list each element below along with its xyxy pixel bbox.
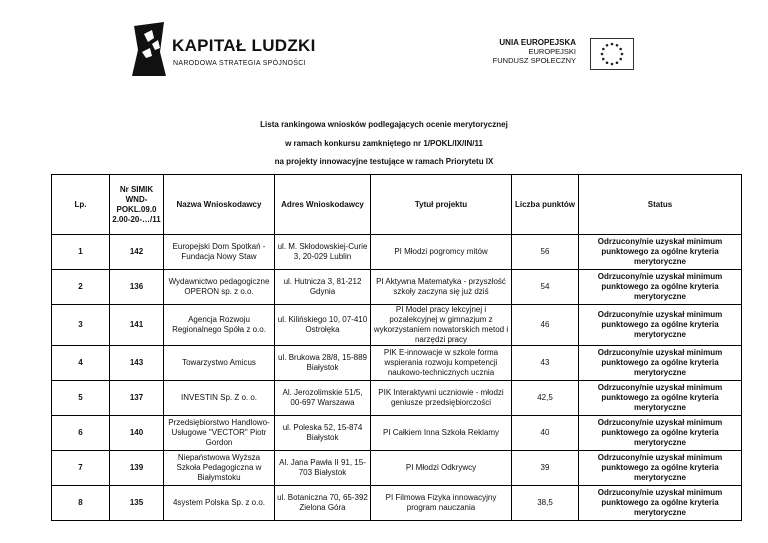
cell-address: ul. Hutnicza 3, 81-212 Gdynia (275, 270, 371, 305)
cell-nr-simik: 142 (110, 235, 164, 270)
col-header-address: Adres Wnioskodawcy (275, 175, 371, 235)
cell-address: ul. Kilińskiego 10, 07-410 Ostrołęka (275, 305, 371, 346)
cell-status: Odrzucony/nie uzyskał minimum punktowego za ogólne kryteria merytoryczne (579, 235, 742, 270)
kapital-ludzki-subtitle: NARODOWA STRATEGIA SPÓJNOŚCI (173, 60, 306, 67)
cell-nr-simik: 141 (110, 305, 164, 346)
cell-name: Towarzystwo Amicus (164, 346, 275, 381)
cell-points: 39 (512, 451, 579, 486)
cell-address: Al. Jana Pawła II 91, 15-703 Białystok (275, 451, 371, 486)
cell-address: ul. M. Skłodowskiej-Curie 3, 20-029 Lublin (275, 235, 371, 270)
cell-nr-simik: 143 (110, 346, 164, 381)
eu-logo-text (493, 38, 576, 65)
cell-lp: 2 (52, 270, 110, 305)
table-row (52, 416, 742, 451)
cell-name: Przedsiębiorstwo Handlowo-Usługowe "VECTOR" Piotr Gordon (164, 416, 275, 451)
table-header-row (52, 175, 742, 235)
cell-address: ul. Botaniczna 70, 65-392 Zielona Góra (275, 486, 371, 521)
table-row (52, 486, 742, 521)
cell-name: Agencja Rozwoju Regionalnego Spóła z o.o. (164, 305, 275, 346)
cell-title: PIK Interaktywni uczniowie - młodzi geniusze przedsiębiorczości (371, 381, 512, 416)
cell-lp: 8 (52, 486, 110, 521)
eu-logo-line2: EUROPEJSKI (528, 47, 576, 56)
eu-logo-line1: UNIA EUROPEJSKA (499, 38, 576, 47)
heading-line-3: na projekty innowacyjne testujące w ramach Priorytetu IX (274, 157, 494, 166)
cell-points: 46 (512, 305, 579, 346)
kapital-ludzki-emblem-icon (130, 22, 168, 78)
cell-status: Odrzucony/nie uzyskał minimum punktowego za ogólne kryteria merytoryczne (579, 416, 742, 451)
cell-lp: 6 (52, 416, 110, 451)
table-row (52, 270, 742, 305)
cell-title: PIK E-innowacje w szkole forma wspierania rozwoju kompetencji naukowo-technicznych ucznia (371, 346, 512, 381)
cell-title: PI Aktywna Matematyka - przyszłość szkoły zaczyna się już dziś (371, 270, 512, 305)
cell-address: Al. Jerozolimskie 51/5, 00-697 Warszawa (275, 381, 371, 416)
cell-address: ul. Brukowa 28/8, 15-889 Białystok (275, 346, 371, 381)
cell-status: Odrzucony/nie uzyskał minimum punktowego za ogólne kryteria merytoryczne (579, 486, 742, 521)
cell-status: Odrzucony/nie uzyskał minimum punktowego za ogólne kryteria merytoryczne (579, 346, 742, 381)
cell-name: Wydawnictwo pedagogiczne OPERON sp. z o.o. (164, 270, 275, 305)
cell-status: Odrzucony/nie uzyskał minimum punktowego za ogólne kryteria merytoryczne (579, 381, 742, 416)
eu-flag-icon (590, 38, 634, 70)
cell-status: Odrzucony/nie uzyskał minimum punktowego za ogólne kryteria merytoryczne (579, 305, 742, 346)
cell-nr-simik: 135 (110, 486, 164, 521)
table-row (52, 451, 742, 486)
cell-lp: 1 (52, 235, 110, 270)
table-row (52, 305, 742, 346)
cell-lp: 3 (52, 305, 110, 346)
cell-title: PI Młodzi pogromcy mitów (371, 235, 512, 270)
cell-points: 40 (512, 416, 579, 451)
cell-name: Niepaństwowa Wyższa Szkoła Pedagogiczna w Białymstoku (164, 451, 275, 486)
cell-title: PI Filmowa Fizyka innowacyjny program nauczania (371, 486, 512, 521)
cell-lp: 7 (52, 451, 110, 486)
eu-logo-line3: FUNDUSZ SPOŁECZNY (492, 56, 576, 65)
cell-title: PI Młodzi Odkrywcy (371, 451, 512, 486)
cell-nr-simik: 140 (110, 416, 164, 451)
cell-name: Europejski Dom Spotkań - Fundacja Nowy Staw (164, 235, 275, 270)
cell-points: 43 (512, 346, 579, 381)
table-row (52, 346, 742, 381)
col-header-name: Nazwa Wnioskodawcy (164, 175, 275, 235)
col-header-points: Liczba punktów (512, 175, 579, 235)
cell-nr-simik: 139 (110, 451, 164, 486)
cell-name: 4system Polska Sp. z o.o. (164, 486, 275, 521)
cell-nr-simik: 136 (110, 270, 164, 305)
heading-line-2: w ramach konkursu zamkniętego nr 1/POKL/IX/IN/11 (285, 139, 483, 148)
cell-lp: 4 (52, 346, 110, 381)
col-header-lp: Lp. (52, 175, 110, 235)
cell-status: Odrzucony/nie uzyskał minimum punktowego za ogólne kryteria merytoryczne (579, 451, 742, 486)
table-row (52, 235, 742, 270)
col-header-title: Tytuł projektu (371, 175, 512, 235)
cell-title: PI Model pracy lekcyjnej i pozalekcyjnej w gimnazjum z wykorzystaniem nowatorskich metod i narzędzi pracy (371, 305, 512, 346)
heading-line-1: Lista rankingowa wniosków podlegających ocenie merytorycznej (260, 120, 508, 129)
cell-points: 42,5 (512, 381, 579, 416)
cell-lp: 5 (52, 381, 110, 416)
col-header-status: Status (579, 175, 742, 235)
kapital-ludzki-logo (130, 22, 330, 78)
table-row (52, 381, 742, 416)
cell-address: ul. Poleska 52, 15-874 Białystok (275, 416, 371, 451)
eu-logo (490, 38, 640, 78)
cell-title: PI Całkiem Inna Szkoła Reklamy (371, 416, 512, 451)
cell-status: Odrzucony/nie uzyskał minimum punktowego za ogólne kryteria merytoryczne (579, 270, 742, 305)
ranking-table (51, 174, 742, 521)
cell-points: 54 (512, 270, 579, 305)
cell-nr-simik: 137 (110, 381, 164, 416)
cell-points: 38,5 (512, 486, 579, 521)
cell-points: 56 (512, 235, 579, 270)
kapital-ludzki-title: KAPITAŁ LUDZKI (172, 36, 316, 55)
col-header-nr-simik: Nr SIMIK WND-POKL.09.0 2.00-20-…/11 (110, 175, 164, 235)
table-body (52, 235, 742, 521)
cell-name: INVESTIN Sp. Z o. o. (164, 381, 275, 416)
